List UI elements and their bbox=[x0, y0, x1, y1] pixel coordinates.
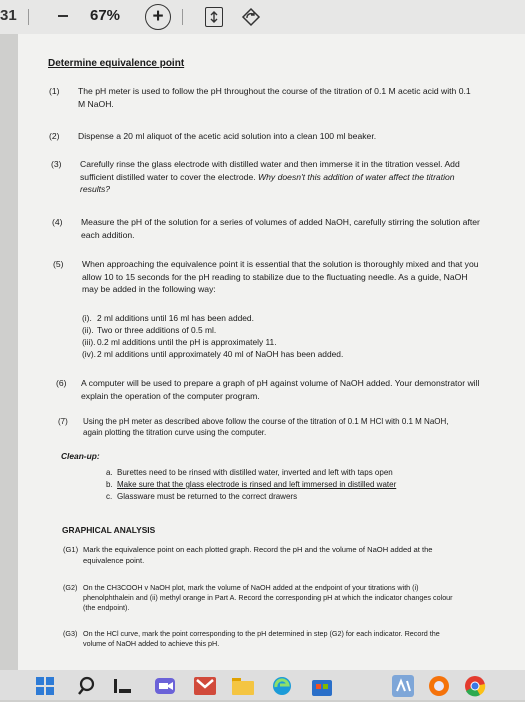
mail-icon[interactable] bbox=[194, 677, 216, 700]
step-question: Why doesn't this addition of water affect the titration results? bbox=[80, 171, 455, 194]
chrome-icon[interactable] bbox=[464, 675, 486, 702]
plus-icon[interactable]: + bbox=[145, 4, 171, 30]
step-text: The pH meter is used to follow the pH throughout the course of the titration of 0.1 M acetic acid with 0.1 M NaOH. bbox=[78, 86, 471, 109]
firefox-icon[interactable] bbox=[428, 675, 450, 702]
pdf-toolbar bbox=[0, 0, 525, 34]
edge-icon[interactable] bbox=[272, 676, 292, 701]
step-text: Measure the pH of the solution for a series of volumes of added NaOH, carefully stirring the solution after each addition. bbox=[81, 217, 480, 240]
step-number: (4) bbox=[52, 217, 63, 227]
divider bbox=[28, 9, 29, 25]
divider bbox=[182, 9, 183, 25]
page-number[interactable]: 31 bbox=[0, 7, 17, 24]
file-explorer-icon[interactable] bbox=[232, 676, 254, 701]
minus-icon[interactable] bbox=[58, 15, 68, 17]
zoom-level[interactable]: 67% bbox=[90, 7, 121, 24]
search-icon[interactable] bbox=[78, 676, 98, 701]
step-text: Carefully rinse the glass electrode with distilled water and then immerse it in the titration vessel. Add sufficient distilled water to cover the electrode. bbox=[80, 159, 460, 182]
task-view-icon[interactable] bbox=[114, 677, 134, 700]
substep-3: (iii). 0.2 ml additions until the pH is approximately 11. bbox=[82, 337, 277, 347]
teams-icon[interactable] bbox=[154, 676, 176, 701]
step-text: Dispense a 20 ml aliquot of the acetic acid solution into a clean 100 ml beaker. bbox=[78, 131, 377, 141]
substep-4: (iv).2 ml additions until approximately 40 ml of NaOH has been added. bbox=[82, 349, 344, 359]
step-number: (3) bbox=[51, 159, 62, 169]
cleanup-item: c. Glassware must be returned to the correct drawers bbox=[106, 492, 298, 501]
page-title: Determine equivalence point bbox=[48, 58, 185, 69]
store-icon[interactable] bbox=[312, 676, 332, 701]
cleanup-item: a. Burettes need to be rinsed with distilled water, inverted and left with taps open bbox=[106, 468, 393, 477]
step-number: (1) bbox=[49, 86, 60, 96]
step-number: (7) bbox=[58, 417, 68, 426]
windows-start-icon[interactable] bbox=[36, 677, 54, 700]
step-text: A computer will be used to prepare a graph of pH against volume of NaOH added. Your demonstrator will explain the operation of the computer program. bbox=[81, 378, 480, 401]
substep-2: (ii). Two or three additions of 0.5 ml. bbox=[82, 325, 217, 335]
document-page: Determine equivalence point (1) The pH meter is used to follow the pH throughout the course of the titration of 0.1 M acetic acid with 0.1 M NaOH. (2) Dispense a 20 ml aliquot of the acetic acid solution into a clean 100 ml beaker. (3) Carefully rinse the glass electrode with distilled water and then immerse it in the titration vessel. Add sufficient distilled water to cover the electrode. Why doesn't this addition of water affect the titration results? (4) Measure the pH of the solution for a series of volumes of added NaOH, carefully stirring the solution after each addition. (5) When approaching the equivalence point it is essential that the solution is thoroughly mixed and that you allow 10 to 15 seconds for the pH reading to stabilize due to the fluctuating needle. As a guide, NaOH may be added in the following way: (i). 2 ml additions until 16 ml has been added. (ii). Two or three additions of 0.5 ml. (iii). 0.2 ml additions until the pH is approximately 11. (iv).2 ml additions until approximately 40 ml of NaOH has been added. (6) A computer will be used to prepare a graph of pH against volume of NaOH added. Your demonstrator will explain the operation of the computer program. (7) Using the pH meter as described above follow the course of the titration of 0.1 M HCl with 0.1 M NaOH, again plotting the titration curve using the computer. Clean-up: a. Burettes need to be rinsed with distilled water, inverted and left with taps open b. Make sure that the glass electrode is rinsed and left immersed in distilled water c. Glassware must be returned to the correct drawers GRAPHICAL ANALYSIS (G1) Mark the equivalence point on each plotted graph. Record the pH and the volume of NaOH added at the equivalence point. (G2) On the CH3COOH v NaOH plot, mark the volume of NaOH added at the endpoint of your titrations with (i) phenolphthalein and (ii) methyl orange in Part A. Record the corresponding pH at which the indicator changes colour (the endpoint). (G3) On the HCl curve, mark the point corresponding to the pH determined in step (G2) for each indicator. Record the volume of NaOH added to achieve this pH. bbox=[18, 34, 525, 670]
taskbar bbox=[0, 670, 525, 700]
substep-1: (i). 2 ml additions until 16 ml has been added. bbox=[82, 313, 254, 323]
step-text: Using the pH meter as described above follow the course of the titration of 0.1 M HCl with 0.1 M NaOH, again plotting the titration curve using the computer. bbox=[83, 417, 449, 437]
step-number: (5) bbox=[53, 259, 64, 269]
cleanup-label: Clean-up: bbox=[61, 451, 100, 461]
rotate-icon[interactable] bbox=[240, 6, 262, 33]
step-number: (6) bbox=[56, 378, 67, 388]
step-text: When approaching the equivalence point it is essential that the solution is thoroughly mixed and that you allow 10 to 15 seconds for the pH reading to stabilize due to the fluctuating needle. As a guide, NaOH may be added in the following way: bbox=[82, 259, 479, 294]
step-number: (2) bbox=[49, 131, 60, 141]
section-heading: GRAPHICAL ANALYSIS bbox=[62, 525, 156, 535]
app-icon[interactable] bbox=[392, 675, 414, 702]
fit-page-icon[interactable] bbox=[205, 7, 223, 27]
cleanup-item: b. Make sure that the glass electrode is rinsed and left immersed in distilled water bbox=[106, 480, 397, 489]
